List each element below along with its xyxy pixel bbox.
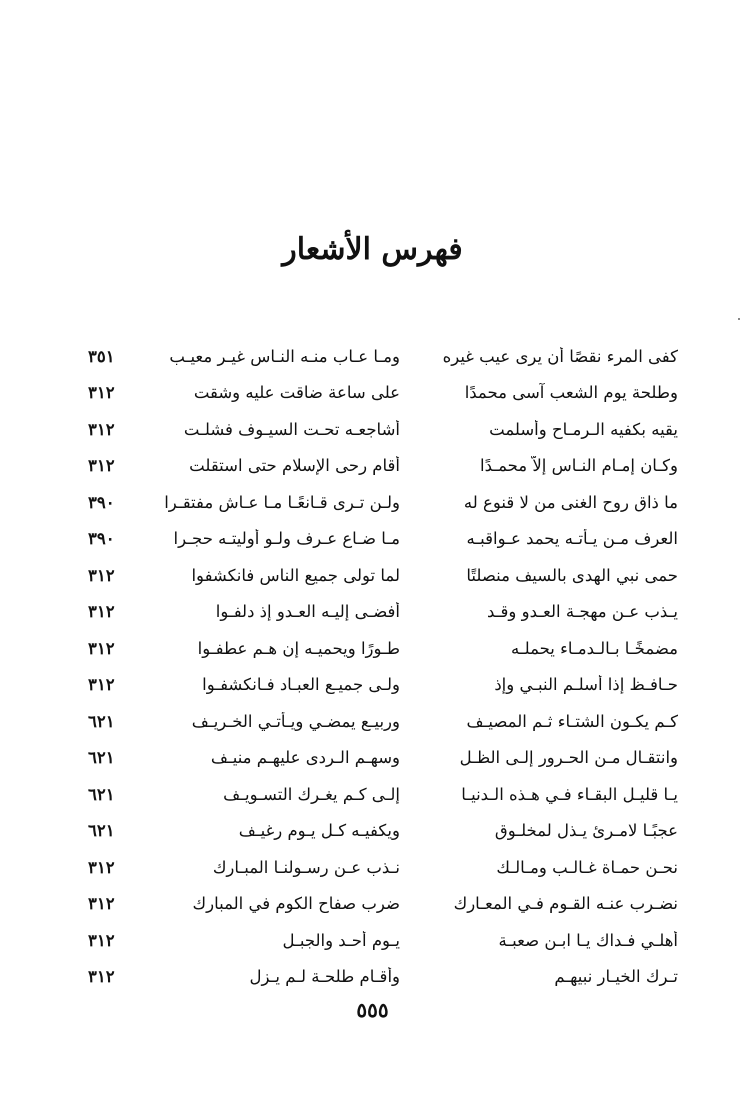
verse-row bbox=[88, 667, 678, 704]
page-title: فهرس الأشعار bbox=[282, 232, 463, 267]
verse-second-hemistich: وربيـع يمضـي ويـأتـي الخـريـف bbox=[191, 711, 400, 731]
verse-page-reference: ٦٢١ bbox=[88, 821, 115, 841]
verse-first-hemistich: وطلحة يوم الشعب آسى محمدًا bbox=[464, 383, 678, 403]
verse-second-hemistich: مـا ضـاع عـرف ولـو أوليتـه حجـرا bbox=[173, 529, 400, 549]
verse-page-reference: ٣١٢ bbox=[88, 857, 115, 877]
verse-first-hemistich: عجبًـا لامـرئ يـذل لمخلـوق bbox=[494, 821, 678, 841]
verse-second-hemistich: ويكفيـه كـل يـوم رغيـف bbox=[238, 821, 400, 841]
verse-second-hemistich: يـوم أحـد والجبـل bbox=[282, 930, 400, 950]
verse-page-reference: ٣٩٠ bbox=[88, 529, 115, 549]
verse-first-hemistich: نضـرب عنـه القـوم فـي المعـارك bbox=[453, 894, 678, 914]
verse-page-reference: ٣١٢ bbox=[88, 675, 115, 695]
verse-row bbox=[88, 886, 678, 923]
verse-row bbox=[88, 484, 678, 521]
scan-speck bbox=[738, 318, 740, 320]
verse-first-hemistich: نحـن حمـاة غـالـب ومـالـك bbox=[496, 857, 678, 877]
verse-second-hemistich: ولـن تـرى قـانعًـا مـا عـاش مفتقـرا bbox=[164, 492, 400, 512]
verse-page-reference: ٦٢١ bbox=[88, 711, 115, 731]
verse-first-hemistich: كـم يكـون الشتـاء ثـم المصيـف bbox=[466, 711, 678, 731]
verse-row bbox=[88, 375, 678, 412]
verse-second-hemistich: طـورًا ويحميـه إن هـم عطفـوا bbox=[197, 638, 400, 658]
verse-second-hemistich: وأقـام طلحـة لـم يـزل bbox=[249, 967, 400, 987]
verse-page-reference: ٣١٢ bbox=[88, 967, 115, 987]
verse-row bbox=[88, 594, 678, 631]
verse-second-hemistich: أفضـى إليـه العـدو إذ دلفـوا bbox=[215, 602, 400, 622]
verse-row bbox=[88, 703, 678, 740]
verse-page-reference: ٣١٢ bbox=[88, 930, 115, 950]
verse-row bbox=[88, 630, 678, 667]
verse-second-hemistich: ضرب صفاح الكوم في المبارك bbox=[192, 894, 400, 914]
verse-page-reference: ٣١٢ bbox=[88, 456, 115, 476]
verse-first-hemistich: وكـان إمـام النـاس إلاَّ محمـدًا bbox=[480, 456, 678, 476]
verse-second-hemistich: وسهـم الـردى عليهـم منيـف bbox=[210, 748, 400, 768]
verse-first-hemistich: حـافـظ إذا أسلـم النبـي وإذ bbox=[494, 675, 678, 695]
verse-second-hemistich: أشاجعـه تحـت السيـوف فشلـت bbox=[183, 419, 400, 439]
verse-page-reference: ٣١٢ bbox=[88, 383, 115, 403]
verse-page-reference: ٣١٢ bbox=[88, 894, 115, 914]
verse-page-reference: ٣١٢ bbox=[88, 419, 115, 439]
verse-first-hemistich: كفى المرء نقصًا أن يرى عيب غيره bbox=[442, 346, 678, 366]
verse-second-hemistich: لما تولى جميع الناس فانكشفوا bbox=[191, 565, 400, 585]
verse-first-hemistich: وانتقـال مـن الحـرور إلـى الظـل bbox=[459, 748, 678, 768]
verse-row bbox=[88, 959, 678, 996]
verse-first-hemistich: مضمخًـا بـالـدمـاء يحملـه bbox=[510, 638, 678, 658]
verse-page-reference: ٣١٢ bbox=[88, 602, 115, 622]
verse-first-hemistich: أهلـي فـداك يـا ابـن صعبـة bbox=[498, 930, 678, 950]
verse-page-reference: ٣٥١ bbox=[88, 346, 115, 366]
verse-first-hemistich: العرف مـن يـأتـه يحمد عـواقبـه bbox=[466, 529, 678, 549]
verse-second-hemistich: ولـى جميـع العبـاد فـانكشفـوا bbox=[202, 675, 400, 695]
verse-page-reference: ٦٢١ bbox=[88, 784, 115, 804]
verse-second-hemistich: ومـا عـاب منـه النـاس غيـر معيـب bbox=[169, 346, 400, 366]
verse-page-reference: ٣٩٠ bbox=[88, 492, 115, 512]
verse-first-hemistich: يـذب عـن مهجـة العـدو وقـد bbox=[487, 602, 678, 622]
verse-first-hemistich: يـا قليـل البقـاء فـي هـذه الـدنيـا bbox=[461, 784, 678, 804]
verse-second-hemistich: إلـى كـم يغـرك التسـويـف bbox=[223, 784, 400, 804]
verse-first-hemistich: ما ذاق روح الغنى من لا قنوع له bbox=[463, 492, 678, 512]
verse-second-hemistich: نـذب عـن رسـولنـا المبـارك bbox=[212, 857, 400, 877]
verse-second-hemistich: على ساعة ضاقت عليه وشقت bbox=[193, 383, 400, 403]
verse-row bbox=[88, 448, 678, 485]
verse-row bbox=[88, 922, 678, 959]
verse-page-reference: ٦٢١ bbox=[88, 748, 115, 768]
verse-row bbox=[88, 557, 678, 594]
verse-row bbox=[88, 813, 678, 850]
verse-row bbox=[88, 338, 678, 375]
verse-second-hemistich: أقام رحى الإسلام حتى استقلت bbox=[189, 456, 400, 476]
poem-index-list bbox=[88, 338, 678, 995]
verse-first-hemistich: يقيه بكفيه الـرمـاح وأسلمت bbox=[489, 419, 678, 439]
verse-row bbox=[88, 849, 678, 886]
verse-row bbox=[88, 740, 678, 777]
page-number: ٥٥٥ bbox=[356, 998, 389, 1022]
verse-first-hemistich: حمى نبي الهدى بالسيف منصلتًا bbox=[466, 565, 678, 585]
verse-page-reference: ٣١٢ bbox=[88, 638, 115, 658]
verse-row bbox=[88, 411, 678, 448]
verse-page-reference: ٣١٢ bbox=[88, 565, 115, 585]
verse-row bbox=[88, 776, 678, 813]
verse-row bbox=[88, 521, 678, 558]
verse-first-hemistich: تـرك الخيـار نبيهـم bbox=[554, 967, 678, 987]
